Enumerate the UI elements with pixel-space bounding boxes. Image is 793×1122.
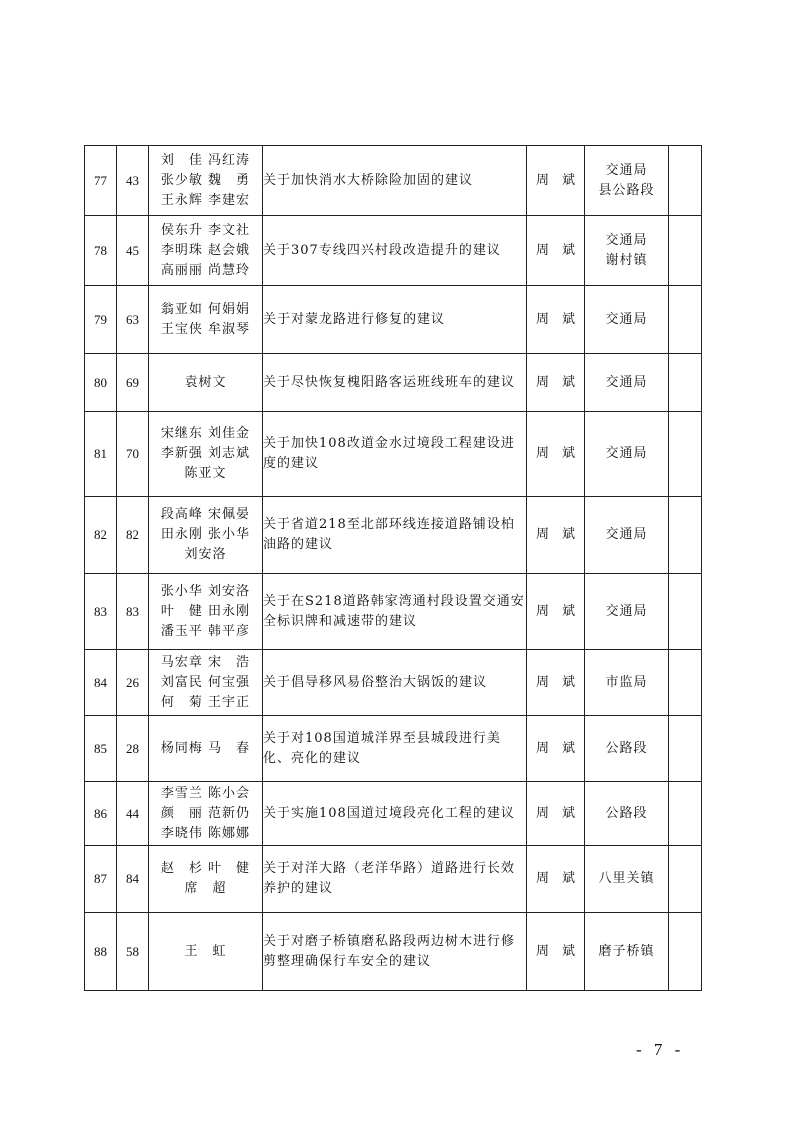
table-row [85,146,702,216]
table-row [85,574,702,650]
proposer-names-cell [149,354,263,412]
responsible-unit: 公路段 [605,805,648,821]
proposer-name-line: 侯东升 李文社 [160,222,251,238]
proposer-name-line: 赵 杉 叶 健 [160,861,251,876]
proposal-number-cell: 26 [117,650,149,716]
proposal-title-cell: 关于尽快恢复槐阳路客运班线班车的建议 [263,354,527,412]
table-body [85,146,702,991]
sequence-cell: 80 [85,354,117,412]
proposal-title-cell: 关于对108国道城洋界至县城段进行美化、亮化的建议 [263,716,527,782]
proposal-title-cell: 关于加快108改道金水过境段工程建设进度的建议 [263,412,527,497]
responsible-unit-cell [585,412,669,497]
proposer-name-line: 陈亚文 [184,466,227,481]
proposer-name-line: 杨同梅 马 春 [160,740,251,756]
remarks-cell [669,497,702,574]
responsible-unit-cell [585,497,669,574]
proposer-name-line: 李明珠 赵会娥 [160,242,251,258]
proposer-name-line: 李晓伟 陈娜娜 [160,825,251,841]
handler-cell [527,216,585,286]
handler-name: 周 斌 [535,172,575,188]
responsible-unit: 磨子桥镇 [598,943,655,959]
proposal-title-cell: 关于307专线四兴村段改造提升的建议 [263,216,527,286]
handler-cell [527,146,585,216]
proposal-title-cell: 关于加快消水大桥除险加固的建议 [263,146,527,216]
sequence-cell: 78 [85,216,117,286]
proposer-name-line: 刘 佳 冯红涛 [160,152,251,168]
responsible-unit: 交通局 [605,603,648,619]
sequence-cell: 81 [85,412,117,497]
responsible-unit: 八里关镇 [598,871,655,886]
remarks-cell [669,412,702,497]
proposer-name-line: 田永刚 张小华 [160,527,251,542]
proposer-name-line: 王永辉 李建宏 [160,192,251,208]
remarks-cell [669,782,702,846]
proposal-title-cell: 关于在S218道路韩家湾通村段设置交通安全标识牌和减速带的建议 [263,574,527,650]
sequence-cell: 86 [85,782,117,846]
handler-name: 周 斌 [535,603,575,619]
table-row [85,846,702,913]
proposal-number-cell: 44 [117,782,149,846]
responsible-unit-cell [585,354,669,412]
proposer-name-line: 张少敏 魏 勇 [160,172,251,188]
table-row [85,354,702,412]
proposer-name-line: 袁树文 [184,374,227,390]
proposer-names-cell [149,412,263,497]
responsible-unit-cell [585,146,669,216]
proposal-number-cell: 43 [117,146,149,216]
proposer-name-line: 段高峰 宋佩晏 [160,507,251,522]
proposal-number-cell: 58 [117,913,149,991]
remarks-cell [669,846,702,913]
proposal-number-cell: 63 [117,286,149,354]
proposer-name-line: 刘安洛 [184,547,227,562]
handler-cell [527,412,585,497]
table-row [85,650,702,716]
sequence-cell: 88 [85,913,117,991]
proposer-name-line: 李新强 刘志斌 [160,446,251,461]
sequence-cell: 85 [85,716,117,782]
handler-name: 周 斌 [535,242,575,258]
proposal-title-cell: 关于对蒙龙路进行修复的建议 [263,286,527,354]
responsible-unit-cell [585,913,669,991]
handler-name: 周 斌 [535,311,575,327]
remarks-cell [669,716,702,782]
handler-name: 周 斌 [535,871,575,886]
proposal-number-cell: 83 [117,574,149,650]
handler-cell [527,574,585,650]
sequence-cell: 83 [85,574,117,650]
proposal-number-cell: 70 [117,412,149,497]
proposer-name-line: 马宏章 宋 浩 [160,654,251,670]
proposer-name-line: 宋继东 刘佳金 [160,426,251,441]
responsible-unit: 交通局 [605,162,648,178]
responsible-unit: 县公路段 [598,182,655,198]
proposal-number-cell: 69 [117,354,149,412]
sequence-cell: 87 [85,846,117,913]
proposer-names-cell [149,913,263,991]
proposer-names-cell [149,716,263,782]
responsible-unit-cell [585,716,669,782]
proposal-table [84,145,702,991]
proposer-names-cell [149,782,263,846]
proposal-title-cell: 关于省道218至北部环线连接道路铺设柏油路的建议 [263,497,527,574]
remarks-cell [669,354,702,412]
proposer-name-line: 张小华 刘安洛 [160,583,251,599]
remarks-cell [669,286,702,354]
sequence-cell: 84 [85,650,117,716]
handler-cell [527,716,585,782]
page-number: - 7 - [636,1040,685,1059]
remarks-cell [669,146,702,216]
proposer-names-cell [149,650,263,716]
responsible-unit: 交通局 [605,232,648,248]
proposer-name-line: 刘富民 何宝强 [160,674,251,690]
responsible-unit-cell [585,846,669,913]
table-row [85,913,702,991]
table-row [85,216,702,286]
handler-name: 周 斌 [535,374,575,390]
responsible-unit: 交通局 [605,527,648,542]
handler-name: 周 斌 [535,943,575,959]
responsible-unit-cell [585,650,669,716]
proposal-title-cell: 关于倡导移风易俗整治大锅饭的建议 [263,650,527,716]
proposer-name-line: 席 超 [184,881,227,896]
responsible-unit: 市监局 [605,674,648,690]
proposal-title-cell: 关于对磨子桥镇磨私路段两边树木进行修剪整理确保行车安全的建议 [263,913,527,991]
handler-cell [527,782,585,846]
handler-name: 周 斌 [535,527,575,542]
proposer-names-cell [149,286,263,354]
proposer-names-cell [149,846,263,913]
proposer-names-cell [149,574,263,650]
table-row [85,782,702,846]
handler-name: 周 斌 [535,446,575,461]
proposer-name-line: 何 菊 王宇正 [160,694,251,710]
proposer-name-line: 叶 健 田永刚 [160,603,251,619]
proposer-names-cell [149,497,263,574]
proposal-number-cell: 28 [117,716,149,782]
responsible-unit: 交通局 [605,374,648,390]
handler-name: 周 斌 [535,740,575,756]
responsible-unit-cell [585,782,669,846]
remarks-cell [669,913,702,991]
responsible-unit-cell [585,216,669,286]
handler-cell [527,913,585,991]
handler-cell [527,846,585,913]
handler-name: 周 斌 [535,674,575,690]
remarks-cell [669,574,702,650]
proposer-names-cell [149,216,263,286]
table-row [85,286,702,354]
proposal-number-cell: 82 [117,497,149,574]
handler-cell [527,650,585,716]
sequence-cell: 77 [85,146,117,216]
proposer-name-line: 王宝侠 牟淑琴 [160,321,251,337]
responsible-unit-cell [585,286,669,354]
proposal-title-cell: 关于实施108国道过境段亮化工程的建议 [263,782,527,846]
handler-cell [527,286,585,354]
proposal-number-cell: 45 [117,216,149,286]
remarks-cell [669,216,702,286]
responsible-unit: 谢村镇 [605,252,648,268]
remarks-cell [669,650,702,716]
responsible-unit: 交通局 [605,446,648,461]
proposer-name-line: 颜 丽 范新仍 [160,805,251,821]
sequence-cell: 79 [85,286,117,354]
proposer-name-line: 高丽丽 尚慧玲 [160,262,251,278]
responsible-unit-cell [585,574,669,650]
table-row [85,716,702,782]
handler-cell [527,354,585,412]
responsible-unit: 交通局 [605,311,648,327]
table-row [85,497,702,574]
proposal-number-cell: 84 [117,846,149,913]
proposal-title-cell: 关于对洋大路（老洋华路）道路进行长效养护的建议 [263,846,527,913]
sequence-cell: 82 [85,497,117,574]
responsible-unit: 公路段 [605,740,648,756]
handler-name: 周 斌 [535,805,575,821]
table-row [85,412,702,497]
proposer-name-line: 翁亚如 何娟娟 [160,301,251,317]
proposer-names-cell [149,146,263,216]
proposer-name-line: 潘玉平 韩平彦 [160,623,251,639]
handler-cell [527,497,585,574]
proposer-name-line: 李雪兰 陈小会 [160,785,251,801]
proposer-name-line: 王 虹 [184,943,227,959]
